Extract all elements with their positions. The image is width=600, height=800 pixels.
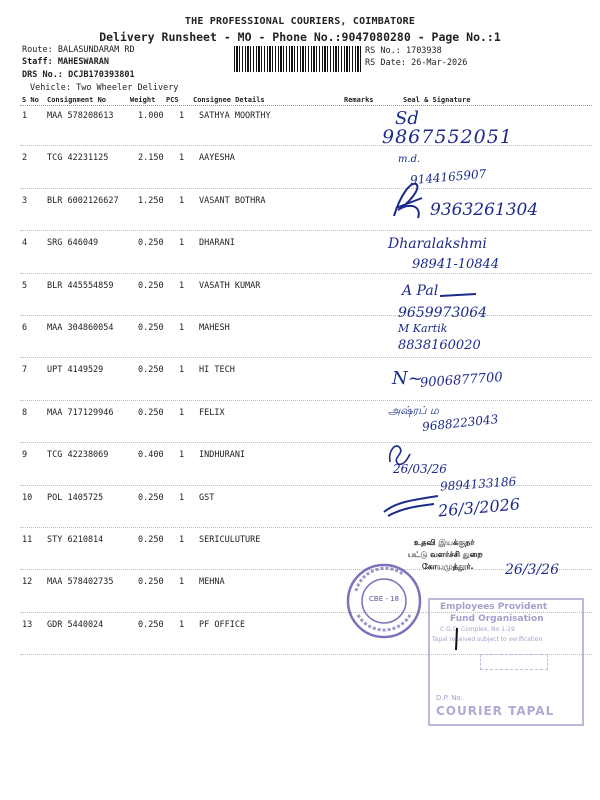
row-consignee: DHARANI	[199, 238, 235, 248]
rs-no-value: 1703938	[405, 46, 442, 56]
row-weight: 0.400	[138, 450, 164, 460]
vehicle-line	[30, 83, 178, 93]
signature-stroke-5	[438, 288, 478, 300]
staff-value: MAHESWARAN	[57, 57, 110, 67]
row-pcs: 1	[179, 238, 185, 248]
rs-no-line	[365, 46, 442, 56]
barcode	[234, 46, 362, 72]
row-pcs: 1	[179, 111, 185, 121]
row-consignment-no: TCG 42231125	[47, 153, 109, 163]
col-pcs: PCS	[166, 96, 179, 104]
row-consignment-no: BLR 445554859	[47, 281, 114, 291]
row-consignment-no: MAA 578402735	[47, 577, 114, 587]
company-title: THE PROFESSIONAL COURIERS, COIMBATORE	[184, 16, 416, 27]
row-consignment-no: GDR 5440024	[47, 620, 104, 630]
handwriting-1: 9867552051	[382, 126, 513, 148]
row-weight: 0.250	[138, 408, 164, 418]
col-consignment: Consignment No	[47, 96, 107, 104]
epfo-stamp-line3: C.G.O. Complex, No 1-19	[440, 626, 515, 633]
row-pcs: 1	[179, 577, 185, 587]
row-consignee: PF OFFICE	[199, 620, 246, 630]
row-sno: 4	[22, 238, 28, 248]
row-sno: 11	[22, 535, 33, 545]
row-weight: 0.250	[138, 281, 164, 291]
row-pcs: 1	[179, 620, 185, 630]
staff-line	[22, 57, 109, 67]
row-pcs: 1	[179, 281, 185, 291]
row-consignee: VASATH KUMAR	[199, 281, 261, 291]
row-weight: 0.250	[138, 238, 164, 248]
handwriting-6b: 8838160020	[398, 338, 481, 353]
row-sno: 1	[22, 111, 28, 121]
rs-date-line	[365, 58, 467, 68]
col-seal: Seal & Signature	[403, 96, 471, 104]
stamp-tamil-line1: உதவி இயக்குநர்	[414, 538, 475, 547]
row-sno: 8	[22, 408, 28, 418]
row-sno: 6	[22, 323, 28, 333]
rs-date-value: 26-Mar-2026	[411, 58, 468, 68]
row-sno: 9	[22, 450, 28, 460]
row-consignment-no: STY 6210814	[47, 535, 104, 545]
epfo-stamp-line7: COURIER TAPAL	[436, 704, 555, 718]
round-seal-text: CBE - 18	[369, 595, 399, 603]
row-sno: 5	[22, 281, 28, 291]
row-consignee: SATHYA MOORTHY	[199, 111, 271, 121]
row-consignment-no: MAA 717129946	[47, 408, 114, 418]
row-pcs: 1	[179, 196, 185, 206]
row-weight: 2.150	[138, 153, 164, 163]
handwriting-7: 9006877700	[419, 370, 504, 391]
row-consignee: VASANT BOTHRA	[199, 196, 266, 206]
row-pcs: 1	[179, 365, 185, 375]
header-divider	[20, 105, 592, 106]
row-divider	[20, 527, 592, 528]
drs-value: DCJB170393801	[68, 70, 135, 80]
row-divider	[20, 357, 592, 358]
signature-scribble-3	[388, 178, 428, 222]
route-label: Route:	[22, 45, 53, 55]
row-weight: 0.250	[138, 323, 164, 333]
handwriting-9: 26/03/26	[393, 462, 447, 476]
row-consignment-no: POL 1405725	[47, 493, 104, 503]
row-consignee: MEHNA	[199, 577, 225, 587]
row-sno: 10	[22, 493, 33, 503]
signature-tick-13	[452, 626, 462, 652]
row-divider	[20, 400, 592, 401]
row-pcs: 1	[179, 493, 185, 503]
signature-mark-7: N~	[392, 368, 423, 389]
row-weight: 0.250	[138, 577, 164, 587]
col-consignee: Consignee Details	[193, 96, 265, 104]
row-sno: 13	[22, 620, 33, 630]
col-remarks: Remarks	[344, 96, 374, 104]
signature-mark-8: அஷ்ரப் ம	[388, 404, 439, 417]
handwriting-3: 9363261304	[430, 200, 539, 220]
rs-no-label: RS No.:	[365, 46, 401, 56]
row-consignee: HI TECH	[199, 365, 235, 375]
drs-line	[22, 70, 135, 80]
row-divider	[20, 273, 592, 274]
row-weight: 0.250	[138, 365, 164, 375]
signature-mark-2: m.d.	[398, 154, 421, 165]
route-value: BALASUNDARAM RD	[57, 45, 135, 55]
row-weight: 0.250	[138, 535, 164, 545]
row-pcs: 1	[179, 450, 185, 460]
epfo-stamp-line1: Employees Provident	[440, 602, 548, 612]
handwriting-10b: 26/3/2026	[437, 494, 521, 521]
row-consignment-no: SRG 646049	[47, 238, 99, 248]
epfo-stamp-line2: Fund Organisation	[450, 614, 544, 624]
handwriting-2: 9144165907	[409, 166, 487, 188]
handwriting-10a: 9894133186	[439, 474, 517, 494]
handwriting-4a: Dharalakshmi	[388, 236, 487, 252]
route-line	[22, 45, 135, 55]
epfo-stamp-line6: D.P. No.	[436, 694, 463, 702]
row-divider	[20, 188, 592, 189]
signature-mark-1: Sd	[395, 108, 419, 129]
rs-date-label: RS Date:	[365, 58, 406, 68]
row-weight: 1.250	[138, 196, 164, 206]
stamp-tamil-line2: பட்டு வளர்ச்சி துறை	[408, 550, 483, 559]
row-consignee: FELIX	[199, 408, 225, 418]
row-sno: 2	[22, 153, 28, 163]
row-sno: 12	[22, 577, 33, 587]
row-weight: 0.250	[138, 493, 164, 503]
handwriting-4b: 98941-10844	[412, 257, 500, 272]
epfo-stamp-date-box	[480, 654, 548, 670]
vehicle-value: Two Wheeler Delivery	[76, 83, 179, 93]
row-sno: 3	[22, 196, 28, 206]
handwriting-6a: M Kartik	[398, 322, 448, 335]
row-sno: 7	[22, 365, 28, 375]
epfo-stamp-line4: Tapal received subject to verification	[432, 636, 543, 643]
row-divider	[20, 442, 592, 443]
row-pcs: 1	[179, 535, 185, 545]
handwriting-5a: A Pal	[402, 283, 439, 299]
row-weight: 0.250	[138, 620, 164, 630]
col-weight: Weight	[130, 96, 156, 104]
row-consignee: GST	[199, 493, 215, 503]
row-consignee: MAHESH	[199, 323, 230, 333]
staff-label: Staff:	[22, 57, 53, 67]
row-consignment-no: UPT 4149529	[47, 365, 104, 375]
row-consignee: SERICULUTURE	[199, 535, 261, 545]
row-divider	[20, 230, 592, 231]
vehicle-label: Vehicle:	[30, 83, 71, 93]
row-weight: 1.000	[138, 111, 164, 121]
row-divider	[20, 315, 592, 316]
row-consignment-no: TCG 42238069	[47, 450, 109, 460]
row-consignment-no: BLR 6002126627	[47, 196, 119, 206]
row-consignment-no: MAA 578208613	[47, 111, 114, 121]
handwriting-5b: 9659973064	[398, 305, 488, 321]
row-consignment-no: MAA 304860054	[47, 323, 114, 333]
row-consignee: INDHURANI	[199, 450, 246, 460]
stamp-tamil-line3: கோயமுத்தூர்.	[422, 562, 474, 571]
drs-label: DRS No.:	[22, 70, 63, 80]
row-pcs: 1	[179, 323, 185, 333]
row-consignee: AAYESHA	[199, 153, 235, 163]
row-pcs: 1	[179, 408, 185, 418]
handwriting-12: 26/3/26	[505, 562, 559, 578]
col-sno: S No	[22, 96, 39, 104]
row-pcs: 1	[179, 153, 185, 163]
handwriting-8: 9688223043	[421, 412, 499, 434]
runsheet-title: Delivery Runsheet - MO - Phone No.:9047080280 - Page No.:1	[99, 30, 501, 44]
signature-scribble-10	[382, 492, 442, 520]
